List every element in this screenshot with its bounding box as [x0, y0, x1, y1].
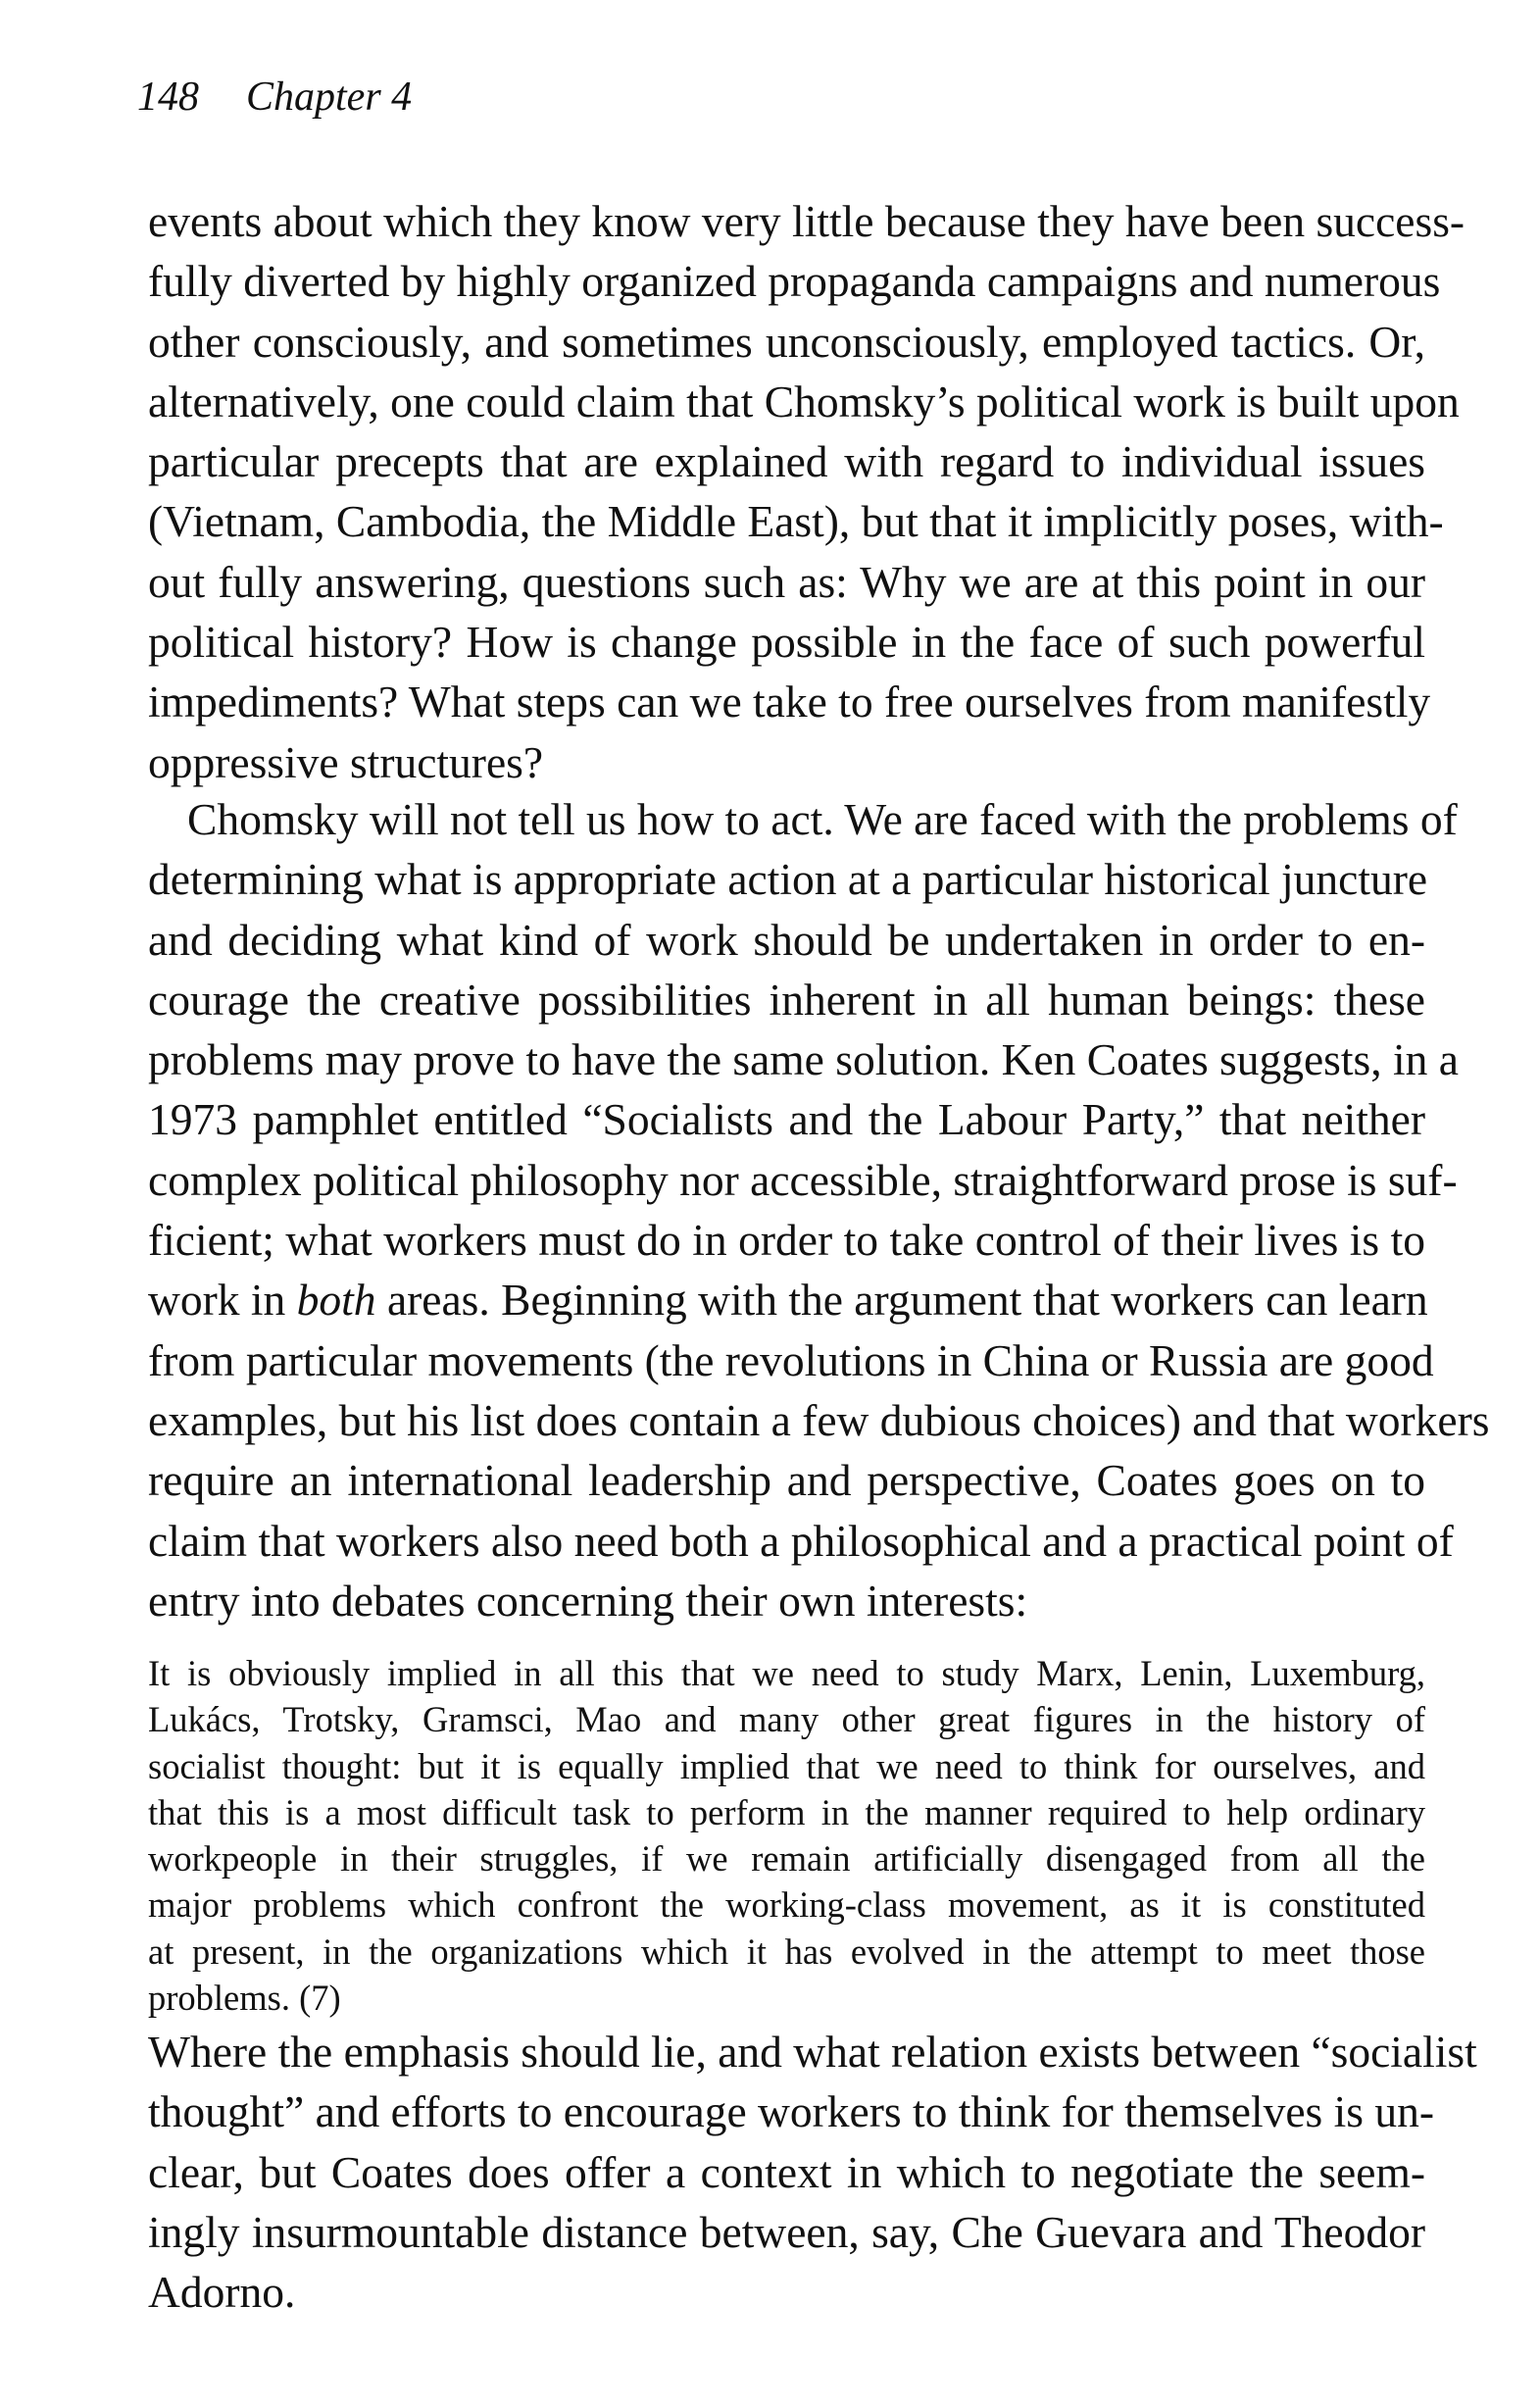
quote-line: workpeople in their struggles, if we remain artificially disengaged from all the	[148, 1838, 1425, 1880]
text-segment: areas. Beginning with the argument that workers can learn	[375, 1275, 1428, 1326]
text-line: require an international leadership and perspective, Coates goes on to	[148, 1455, 1425, 1506]
closing-paragraph	[148, 2022, 1477, 2322]
text-line: events about which they know very little because they have been success-	[148, 196, 1465, 246]
text-line: (Vietnam, Cambodia, the Middle East), but that it implicitly poses, with-	[148, 496, 1444, 547]
text-line: entry into debates concerning their own interests:	[148, 1575, 1028, 1626]
text-line: 1973 pamphlet entitled “Socialists and the Labour Party,” that neither	[148, 1094, 1425, 1145]
text-line	[148, 1270, 1428, 1329]
quote-line: problems. (7)	[148, 1978, 341, 2019]
text-line: oppressive structures?	[148, 736, 544, 787]
text-line: alternatively, one could claim that Chomsky’s political work is built upon	[148, 376, 1460, 426]
text-line: examples, but his list does contain a few dubious choices) and that workers	[148, 1394, 1490, 1445]
text-line: ficient; what workers must do in order to take control of their lives is to	[148, 1215, 1425, 1266]
page-number: 148	[137, 75, 199, 120]
text-line: Chomsky will not tell us how to act. We are faced with the problems of	[187, 794, 1458, 844]
text-segment: work in	[148, 1275, 297, 1326]
text-line: political history? How is change possible in the face of such powerful	[148, 617, 1425, 668]
chapter-title: Chapter 4	[246, 75, 413, 120]
quote-line: that this is a most difficult task to perform in the manner required to help ordinary	[148, 1791, 1425, 1832]
text-line: out fully answering, questions such as: Why we are at this point in our	[148, 556, 1425, 607]
quote-line: at present, in the organizations which it has evolved in the attempt to meet those	[148, 1930, 1425, 1972]
text-line: impediments? What steps can we take to free ourselves from manifestly	[148, 677, 1431, 727]
quote-line: Lukács, Trotsky, Gramsci, Mao and many other great figures in the history of	[148, 1699, 1425, 1740]
text-line: claim that workers also need both a philosophical and a practical point of	[148, 1515, 1454, 1566]
text-line: Adorno.	[148, 2267, 296, 2318]
text-line: thought” and efforts to encourage workers to think for themselves is un-	[148, 2086, 1435, 2137]
quote-line: major problems which confront the working-class movement, as it is constituted	[148, 1884, 1425, 1926]
text-line: from particular movements (the revolutions in China or Russia are good	[148, 1334, 1434, 1385]
text-line: courage the creative possibilities inherent in all human beings: these	[148, 974, 1425, 1025]
quote-line: socialist thought: but it is equally implied that we need to think for ourselves, and	[148, 1745, 1425, 1786]
text-line: problems may prove to have the same solution. Ken Coates suggests, in a	[148, 1034, 1459, 1085]
text-line: Where the emphasis should lie, and what relation exists between “socialist	[148, 2027, 1477, 2077]
text-line: clear, but Coates does offer a context in which to negotiate the seem-	[148, 2146, 1425, 2197]
running-head	[137, 76, 412, 118]
italic-emphasis: both	[296, 1275, 376, 1326]
paragraph-1	[148, 191, 1465, 792]
text-line: fully diverted by highly organized propaganda campaigns and numerous	[148, 256, 1441, 307]
text-line: and deciding what kind of work should be undertaken in order to en-	[148, 914, 1425, 965]
quote-line: It is obviously implied in all this that we need to study Marx, Lenin, Luxemburg,	[148, 1653, 1425, 1693]
block-quote	[148, 1650, 1425, 2021]
paragraph-2	[148, 789, 1490, 1630]
text-line: complex political philosophy nor accessible, straightforward prose is suf-	[148, 1154, 1458, 1205]
text-line: particular precepts that are explained with regard to individual issues	[148, 436, 1425, 487]
text-line: other consciously, and sometimes unconsciously, employed tactics. Or,	[148, 316, 1425, 367]
text-line: ingly insurmountable distance between, say, Che Guevara and Theodor	[148, 2206, 1425, 2257]
text-line: determining what is appropriate action at a particular historical juncture	[148, 854, 1428, 905]
